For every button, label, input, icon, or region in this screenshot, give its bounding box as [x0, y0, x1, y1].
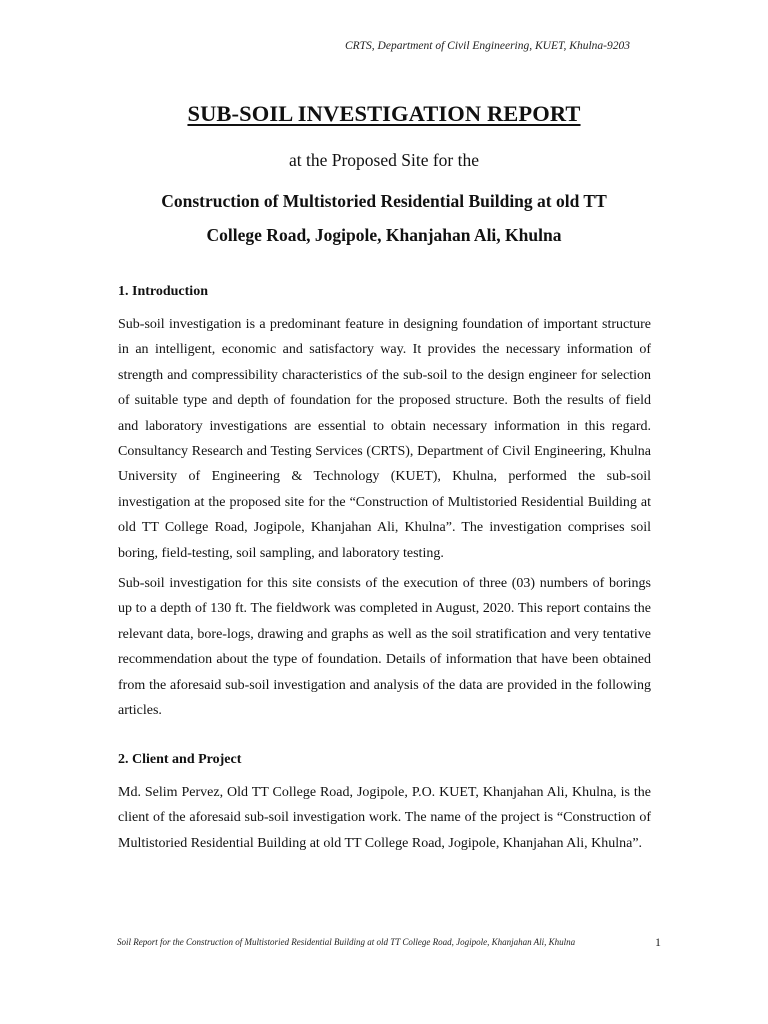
- report-title: SUB-SOIL INVESTIGATION REPORT: [187, 101, 581, 126]
- page-footer: Soil Report for the Construction of Multistoried Residential Building at old TT College Road, Jogipole, Khanjahan Ali, Khulna: [117, 937, 576, 947]
- introduction-paragraph-1: Sub-soil investigation is a predominant feature in designing foundation of important structure in an intelligent, economic and satisfactory way. It provides the necessary information of strength and compressibility characteristics of the sub-soil to the design engineer for selection of suitable type and depth of foundation for the proposed structure. Both the results of field and laboratory investigations are essential to obtain necessary information in this regard. Consultancy Research and Testing Services (CRTS), Department of Civil Engineering, Khulna University of Engineering & Technology (KUET), Khulna, performed the sub-soil investigation at the proposed site for the “Construction of Multistoried Residential Building at old TT College Road, Jogipole, Khanjahan Ali, Khulna”. The investigation comprises soil boring, field-testing, soil sampling, and laboratory testing.: [118, 317, 651, 561]
- introduction-paragraph-2: Sub-soil investigation for this site consists of the execution of three (03) numbers of borings up to a depth of 130 ft. The fieldwork was completed in August, 2020. This report contains the relevant data, bore-logs, drawing and graphs as well as the soil stratification and very tentative recommendation about the type of foundation. Details of information that have been obtained from the aforesaid sub-soil investigation and analysis of the data are provided in the following articles.: [118, 576, 651, 719]
- client-project-paragraph: Md. Selim Pervez, Old TT College Road, Jogipole, P.O. KUET, Khanjahan Ali, Khulna, is the client of the aforesaid sub-soil investigation work. The name of the project is “Construction of Multistoried Residential Building at old TT College Road, Jogipole, Khanjahan Ali, Khulna”.: [118, 785, 651, 851]
- project-title-line-2: College Road, Jogipole, Khanjahan Ali, Khulna: [206, 225, 562, 245]
- project-title: [108, 184, 660, 252]
- page-number: 1: [655, 935, 661, 949]
- report-subtitle: at the Proposed Site for the: [288, 150, 480, 170]
- running-header: CRTS, Department of Civil Engineering, KUET, Khulna-9203: [344, 40, 630, 52]
- project-title-line-1: Construction of Multistoried Residential Building at old TT: [161, 191, 607, 211]
- section-heading-introduction: 1. Introduction: [118, 284, 208, 299]
- section-heading-client-project: 2. Client and Project: [118, 752, 242, 767]
